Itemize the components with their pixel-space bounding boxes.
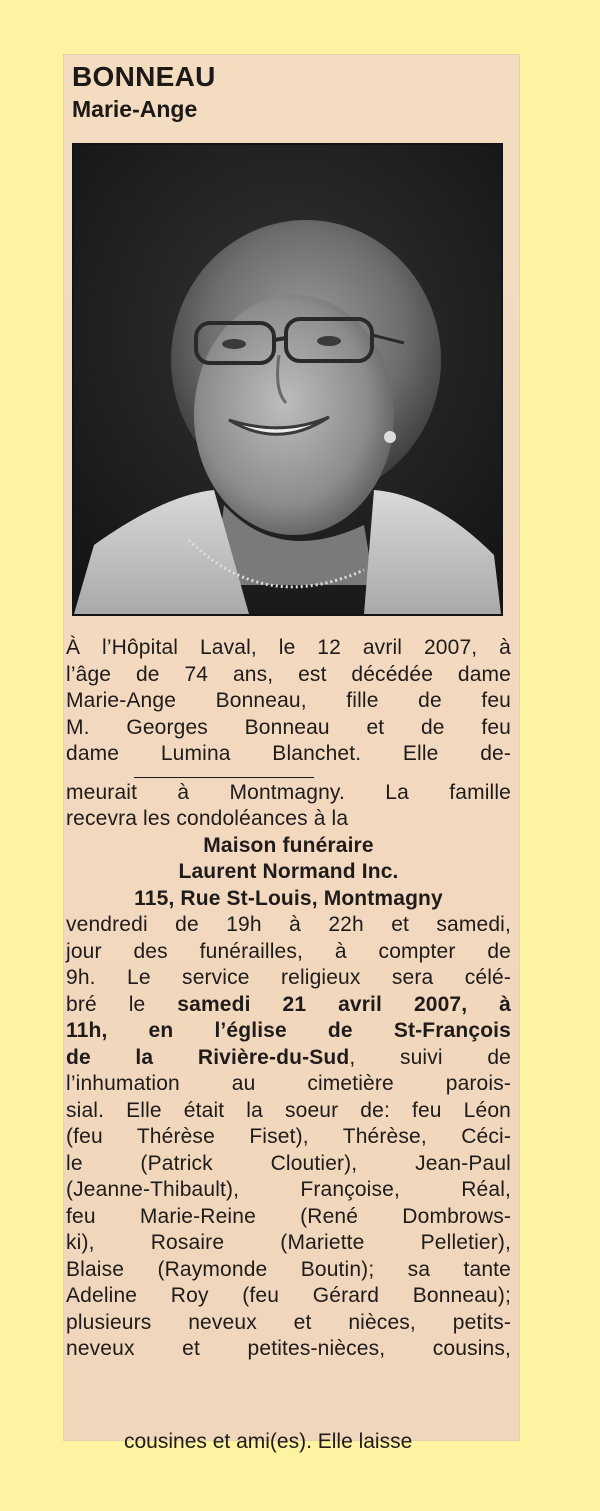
obituary-text [66, 635, 511, 1363]
text-line: neveux et petites-nièces, cousins, [66, 1337, 511, 1360]
service-date: samedi 21 avril 2007, à [177, 992, 511, 1016]
portrait-photo [72, 143, 503, 616]
text-line: (feu Thérèse Fiset), Thérèse, Céci- [66, 1125, 511, 1148]
funeral-home-address: 115, Rue St-Louis, Montmagny [134, 886, 443, 910]
text-line: 9h. Le service religieux sera célé- [66, 966, 511, 989]
text-line: À l’Hôpital Laval, le 12 avril 2007, à [66, 636, 511, 659]
cut-off-line: cousines et ami(es). Elle laisse [124, 1430, 413, 1453]
text-line: Blaise (Raymonde Boutin); sa tante [66, 1257, 511, 1281]
funeral-home-name-1: Maison funéraire [203, 833, 374, 857]
text-line: feu Marie-Reine (René Dombrows- [66, 1204, 511, 1228]
service-pre: bré le [66, 992, 178, 1016]
text-line: Adeline Roy (feu Gérard Bonneau); [66, 1284, 511, 1307]
obituary-surname: BONNEAU [72, 61, 216, 92]
service-place: de la Rivière-du-Sud [66, 1045, 350, 1069]
obituary-given-name: Marie-Ange [72, 96, 198, 122]
text-line: dame Lumina Blanchet. Elle de- [66, 742, 511, 765]
text-line: l’âge de 74 ans, est décédée dame [66, 662, 511, 686]
service-time-line: 11h, en l’église de St-François [66, 1019, 511, 1042]
underline-rule [134, 777, 314, 778]
text-line: l’inhumation au cimetière parois- [66, 1072, 511, 1095]
text-line: sial. Elle était la soeur de: feu Léon [66, 1098, 511, 1122]
service-place-post: , suivi de [349, 1045, 511, 1069]
text-line: ki), Rosaire (Mariette Pelletier), [66, 1231, 511, 1254]
text-line: recevra les condoléances à la [66, 807, 349, 830]
obituary-clipping [64, 55, 519, 1453]
service-place-line [66, 1045, 511, 1072]
text-line: Marie-Ange Bonneau, fille de feu [66, 689, 511, 712]
portrait-illustration [74, 145, 501, 614]
text-line: plusieurs neveux et nièces, petits- [66, 1310, 511, 1334]
text-line: jour des funérailles, à compter de [66, 939, 511, 963]
text-line: vendredi de 19h à 22h et samedi, [66, 913, 511, 936]
funeral-home-name-2: Laurent Normand Inc. [178, 860, 399, 883]
text-line: le (Patrick Cloutier), Jean-Paul [66, 1151, 511, 1175]
text-line: (Jeanne-Thibault), Françoise, Réal, [66, 1178, 511, 1201]
text-line: M. Georges Bonneau et de feu [66, 715, 511, 739]
text-line: meurait à Montmagny. La famille [66, 780, 511, 804]
service-date-line [66, 992, 511, 1019]
